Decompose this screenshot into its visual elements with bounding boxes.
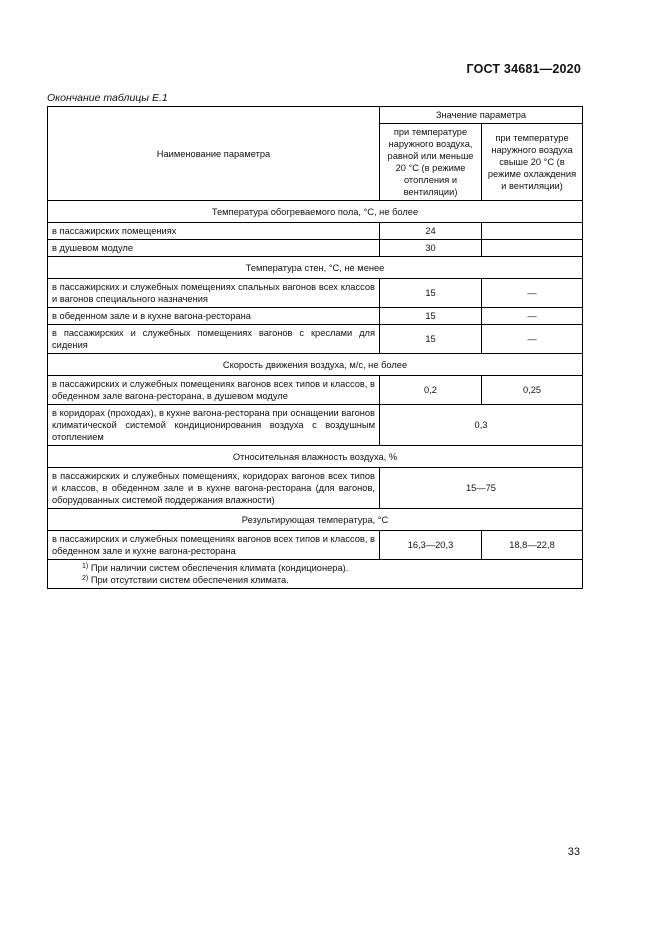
value-merged: 15—75 [380,468,583,509]
value-heating: 24 [380,223,482,240]
parameter-name: в пассажирских и служебных помещениях спальных вагонов всех классов и вагонов специального назначения [48,279,380,308]
table-notes [48,560,583,589]
value-cooling [482,240,583,257]
section-title: Скорость движения воздуха, м/с, не более [48,354,583,376]
section-title: Температура обогреваемого пола, °С, не более [48,201,583,223]
value-heating: 0,2 [380,376,482,405]
value-heating: 15 [380,279,482,308]
value-cooling: 18,8—22,8 [482,531,583,560]
footnote-text: При отсутствии систем обеспечения климата. [90,575,289,585]
value-cooling: 0,25 [482,376,583,405]
section-title: Температура стен, °С, не менее [48,257,583,279]
footnote-text: При наличии систем обеспечения климата (кондиционера). [90,563,349,573]
parameters-table [47,106,583,589]
section-title: Относительная влажность воздуха, % [48,446,583,468]
value-cooling: — [482,325,583,354]
parameter-name: в пассажирских и служебных помещениях вагонов с креслами для сидения [48,325,380,354]
section-title: Результирующая температура, °С [48,509,583,531]
page-number: 33 [567,846,580,858]
parameter-name: в пассажирских помещениях [48,223,380,240]
value-cooling [482,223,583,240]
value-cooling: — [482,308,583,325]
parameter-name: в пассажирских и служебных помещениях, коридорах вагонов всех типов и классов, в обеденном зале и в кухне вагона-ресторана (для вагонов, оборудованных системой поддержания влажности) [48,468,380,509]
footnote [52,574,578,586]
parameter-name: в пассажирских и служебных помещениях вагонов всех типов и классов, в обеденном зале и кухне вагона-ресторана [48,531,380,560]
value-heating: 16,3—20,3 [380,531,482,560]
column-header-value: Значение параметра [380,107,583,124]
value-heating: 15 [380,325,482,354]
parameter-name: в душевом модуле [48,240,380,257]
parameter-name: в коридорах (проходах), в кухне вагона-ресторана при оснащении вагонов климатической системой кондиционирования воздуха с воздушным отоплением [48,405,380,446]
column-header-cooling: при температуре наружного воздуха свыше 20 °С (в режиме охлаждения и вентиляции) [482,124,583,201]
document-code: ГОСТ 34681—2020 [466,62,581,76]
footnote-mark: 2) [82,575,89,582]
value-cooling: — [482,279,583,308]
table-caption: Окончание таблицы Е.1 [47,92,168,104]
footnote [52,562,578,574]
parameter-name: в пассажирских и служебных помещениях вагонов всех типов и классов, в обеденном зале вагона-ресторана, в душевом модуле [48,376,380,405]
value-heating: 30 [380,240,482,257]
parameter-name: в обеденном зале и в кухне вагона-ресторана [48,308,380,325]
column-header-heating: при температуре наружного воздуха, равной или меньше 20 °С (в режиме отопления и вентиляции) [380,124,482,201]
value-merged: 0,3 [380,405,583,446]
column-header-name: Наименование параметра [48,107,380,201]
footnote-mark: 1) [82,563,89,570]
value-heating: 15 [380,308,482,325]
